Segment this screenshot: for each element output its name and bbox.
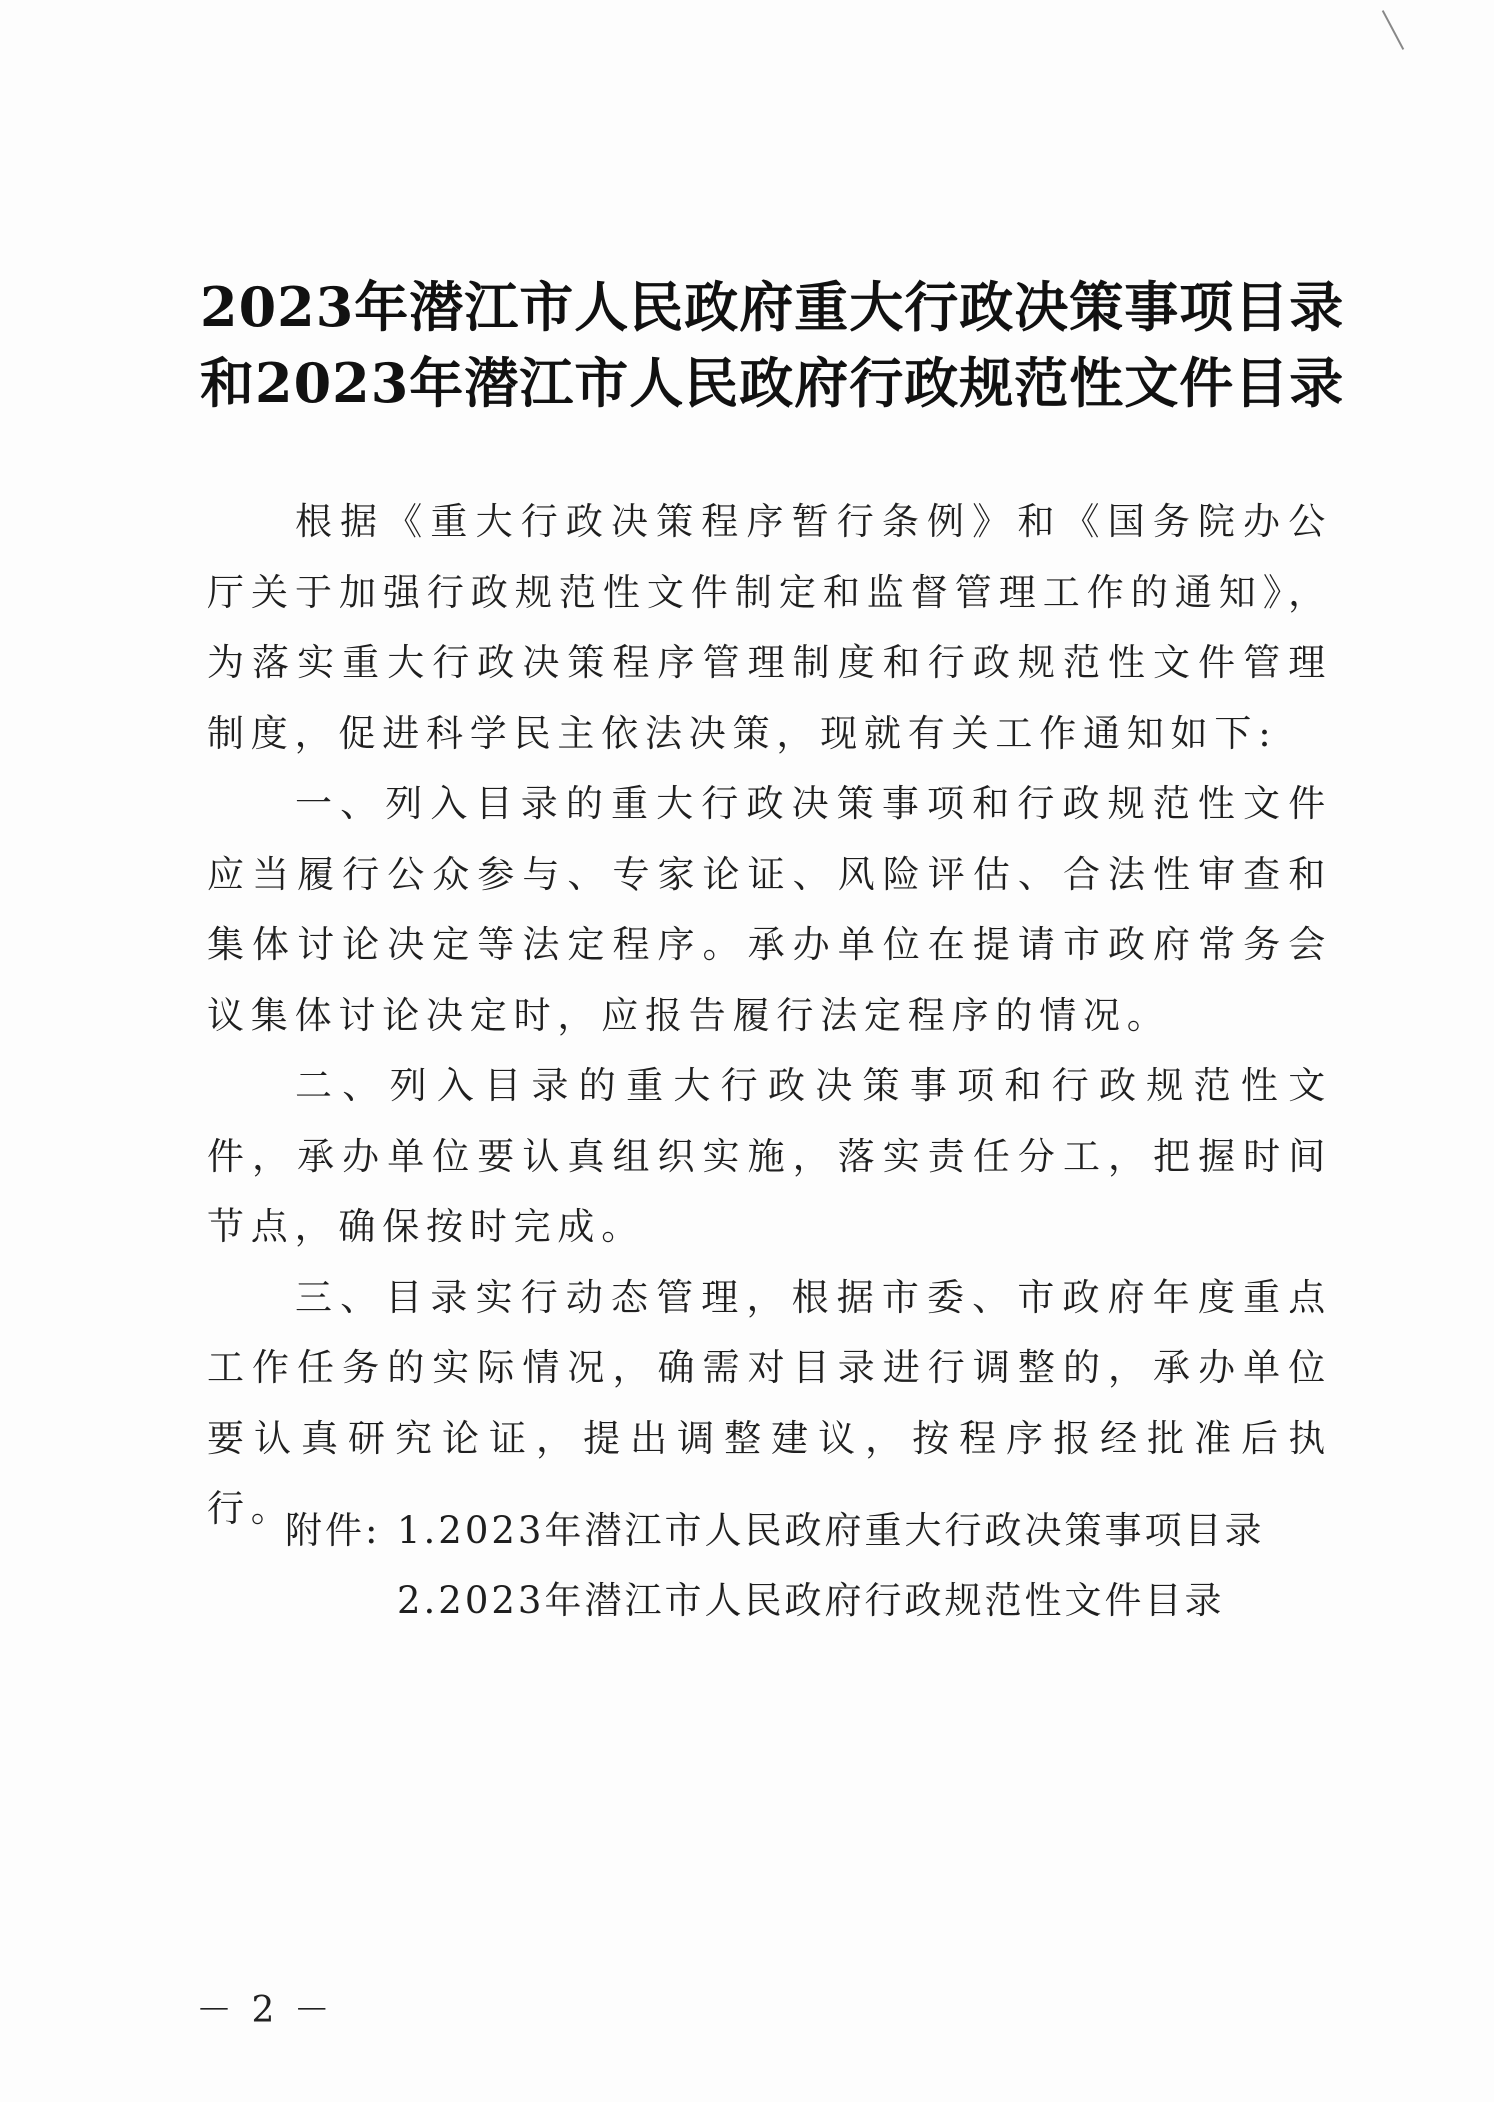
page-number: － 2 － [196, 1990, 334, 2031]
attachment-row [285, 1566, 1264, 1636]
attachment-row [285, 1496, 1264, 1566]
attachment-item-2: 2.2023年潜江市人民政府行政规范性文件目录 [397, 1579, 1225, 1622]
document-body [207, 487, 1332, 1545]
attachments-list [285, 1496, 1264, 1636]
attachments-label: 附件: [285, 1509, 381, 1552]
intro-paragraph: 根据《重大行政决策程序暂行条例》和《国务院办公厅关于加强行政规范性文件制定和监督管理工作的通知》，为落实重大行政决策程序管理制度和行政规范性文件管理制度，促进科学民主依法决策，现就有关工作通知如下: [207, 500, 1332, 755]
item-two-paragraph: 二、列入目录的重大行政决策事项和行政规范性文件，承办单位要认真组织实施，落实责任分工，把握时间节点，确保按时完成。 [207, 1064, 1332, 1248]
attachment-item-1: 1.2023年潜江市人民政府重大行政决策事项目录 [397, 1509, 1265, 1552]
attachment-indent [285, 1566, 397, 1636]
document-title-line-1: 2023年潜江市人民政府重大行政决策事项目录 [200, 275, 1345, 339]
scan-artifact-mark [1382, 10, 1404, 50]
item-one-paragraph: 一、列入目录的重大行政决策事项和行政规范性文件应当履行公众参与、专家论证、风险评估、合法性审查和集体讨论决定等法定程序。承办单位在提请市政府常务会议集体讨论决定时，应报告履行法定程序的情况。 [207, 782, 1332, 1037]
item-three-paragraph: 三、目录实行动态管理，根据市委、市政府年度重点工作任务的实际情况，确需对目录进行调整的，承办单位要认真研究论证，提出调整建议，按程序报经批准后执行。 [207, 1275, 1332, 1530]
document-title-line-2: 和2023年潜江市人民政府行政规范性文件目录 [200, 351, 1345, 415]
